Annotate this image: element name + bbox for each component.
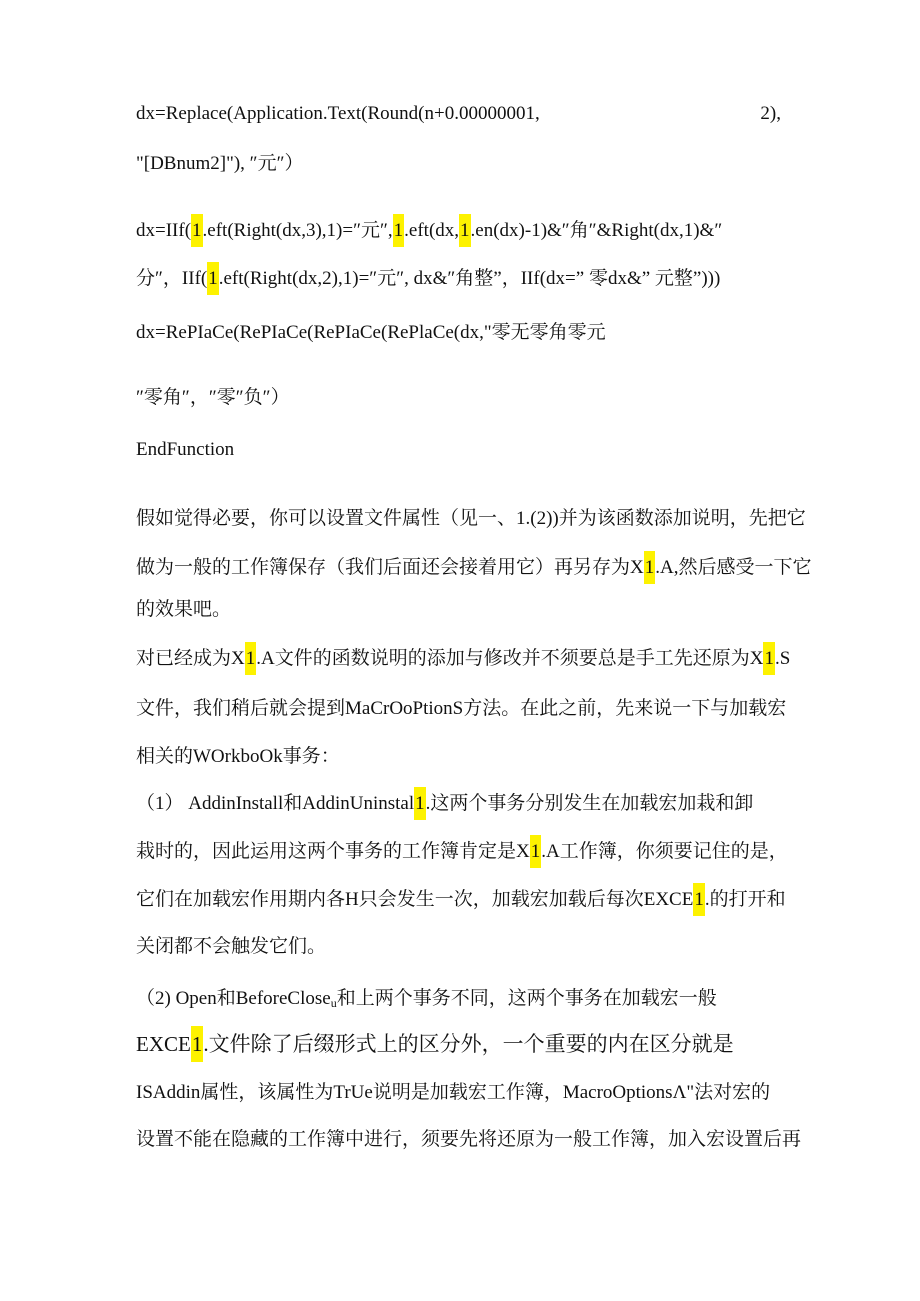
paragraph-line [136,886,786,914]
text-run: .eft(Right(dx,2),1)=″元″, dx&″角整”，IIf(dx=” 零dx&” 元整”))) [218,268,721,289]
paragraph-line [136,505,806,533]
highlighted-text: 1 [207,262,219,295]
code-text: 2), [760,103,781,124]
text-run: 分″，IIf( [136,268,208,289]
text-run: 它们在加载宏作用期内各H只会发生一次，加载宏加载后每次EXCE [136,889,694,910]
paragraph-line [136,1079,770,1107]
highlighted-text: 1 [644,551,656,584]
text-run: （2) Open和BeforeClose [136,988,331,1009]
highlighted-text: 1 [191,214,203,247]
highlighted-text: 1 [763,642,775,675]
highlighted-text: 1 [191,1026,204,1062]
text-run: .eft(Right(dx,3),1)=″元″, [202,220,393,241]
paragraph-line [136,985,717,1017]
text-run: .A,然后感受一下它 [655,557,812,578]
text-run: .en(dx)-1)&″角″&Right(dx,1)&″ [470,220,723,241]
paragraph-line [136,554,811,582]
paragraph-line [136,1030,734,1058]
code-line-6: ″零角″，″零″负″） [136,387,290,408]
highlighted-text: 1 [693,883,705,916]
highlighted-text: 1 [459,214,471,247]
paragraph-line [136,695,786,723]
code-line-5: dx=RePIaCe(RePIaCe(RePIaCe(RePlaCe(dx,"零无零角零元 [136,322,606,343]
text-run: ISAddin属性，该属性为TrUe说明是加载宏工作簿，MacroOptionsΛ"法对宏的 [136,1082,771,1103]
text-run: 文件，我们稍后就会提到MaCrOoPtionS方法。在此之前，先来说一下与加载宏 [136,698,787,719]
text-run: 的效果吧。 [136,599,232,620]
text-run: 设置不能在隐藏的工作簿中进行，须要先将还原为一般工作簿，加入宏设置后再 [136,1129,802,1150]
text-run: .这两个事务分别发生在加载宏加栽和卸 [425,793,754,814]
text-run: 做为一般的工作簿保存（我们后面还会接着用它）再另存为X [136,557,644,578]
highlighted-text: 1 [245,642,257,675]
paragraph-line [136,790,753,818]
text-run: .文件除了后缀形式上的区分外，一个重要的内在区分就是 [203,1032,734,1056]
text-run: .A文件的函数说明的添加与修改并不须要总是手工先还原为X [256,648,764,669]
text-run: 关闭都不会触发它们。 [136,936,327,957]
code-line-2: "[DBnum2]"), ″元″） [136,153,304,174]
text-run: 相关的WOrkboOk事务： [136,746,340,767]
text-run: u [330,996,337,1010]
text-run: .A工作簿，你须要记住的是， [541,841,788,862]
paragraph-line [136,1126,801,1154]
text-run: 栽时的，因此运用这两个事务的工作簿肯定是X [136,841,530,862]
highlighted-text: 1 [393,214,405,247]
code-line-7: EndFunction [136,439,235,460]
text-run: 假如觉得必要，你可以设置文件属性（见一、1.(2))并为该函数添加说明，先把它 [136,508,806,529]
highlighted-text: 1 [414,787,426,820]
code-line-3 [136,217,722,245]
text-run: EXCE [136,1032,191,1056]
text-run: dx=IIf( [136,220,192,241]
text-run: （1） AddinInstall和AddinUninstal [136,793,415,814]
paragraph-line [136,596,231,624]
text-run: 对已经成为X [136,648,245,669]
text-run: 和上两个事务不同，这两个事务在加载宏一般 [336,988,717,1009]
text-run: .eft(dx, [404,220,460,241]
text-run: .S [774,648,791,669]
code-line-4 [136,265,720,293]
paragraph-line [136,838,788,866]
code-text: dx=Replace(Application.Text(Round(n+0.00000001, [136,103,540,124]
highlighted-text: 1 [530,835,542,868]
paragraph-line [136,933,326,961]
paragraph-line [136,645,790,673]
code-line-1 [136,100,781,128]
text-run: .的打开和 [704,889,786,910]
paragraph-line [136,743,340,771]
